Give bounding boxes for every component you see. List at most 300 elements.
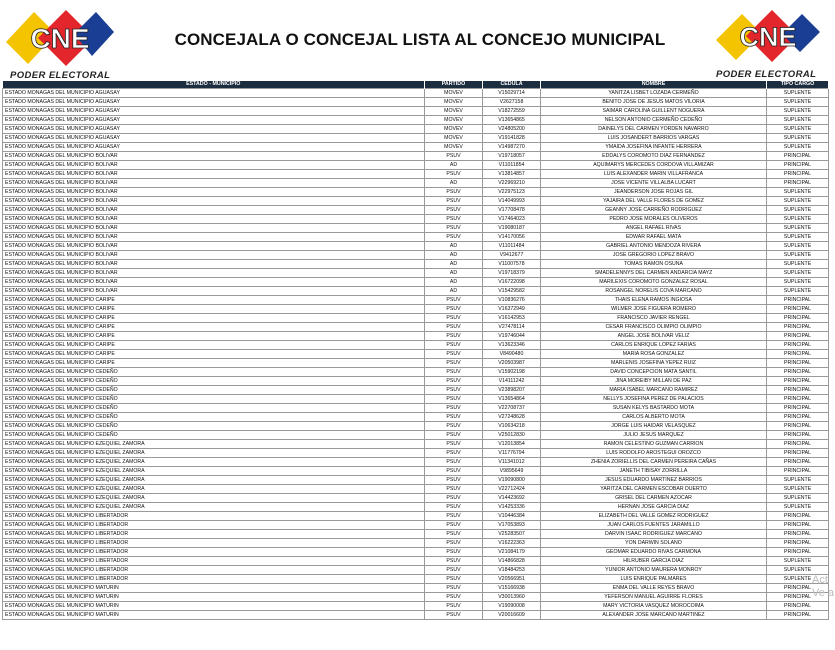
table-row [3,350,829,359]
cell-nombre: EDWAR RAFAEL MATA [541,233,767,242]
cell-partido: PSUV [425,467,483,476]
cell-partido: PSUV [425,413,483,422]
cell-tipo-cargo: PRINCIPAL [767,539,829,548]
cell-estado-municipio: ESTADO MONAGAS DEL MUNICIPIO CEDEÑO [3,368,425,377]
cell-nombre: NELSON ANTONIO CERMEÑO CEDEÑO [541,116,767,125]
cell-tipo-cargo: PRINCIPAL [767,161,829,170]
table-row [3,593,829,602]
cell-nombre: YMAIDA JOSEFINA INFANTE HERRERA [541,143,767,152]
cell-cedula: V16722098 [483,278,541,287]
cell-cedula: V10836276 [483,296,541,305]
cell-estado-municipio: ESTADO MONAGAS DEL MUNICIPIO LIBERTADOR [3,566,425,575]
cell-partido: PSUV [425,431,483,440]
cell-cedula: V15902198 [483,368,541,377]
cell-partido: PSUV [425,512,483,521]
cell-estado-municipio: ESTADO MONAGAS DEL MUNICIPIO CARIPE [3,350,425,359]
table-row [3,431,829,440]
cell-nombre: ALEXANDER JOSE MARCANO MARTINEZ [541,611,767,620]
cell-estado-municipio: ESTADO MONAGAS DEL MUNICIPIO LIBERTADOR [3,521,425,530]
cell-tipo-cargo: SUPLENTE [767,503,829,512]
cell-estado-municipio: ESTADO MONAGAS DEL MUNICIPIO BOLIVAR [3,152,425,161]
cell-tipo-cargo: PRINCIPAL [767,548,829,557]
col-header-nombre: NOMBRE [541,81,767,89]
cell-nombre: JANETH TIBISAY ZORRILLA [541,467,767,476]
cell-tipo-cargo: PRINCIPAL [767,377,829,386]
cell-nombre: YON DARWIN SOLANO [541,539,767,548]
cell-tipo-cargo: PRINCIPAL [767,584,829,593]
table-row [3,116,829,125]
cell-cedula: V13814857 [483,170,541,179]
cell-partido: PSUV [425,422,483,431]
cell-estado-municipio: ESTADO MONAGAS DEL MUNICIPIO LIBERTADOR [3,557,425,566]
cell-nombre: ROSANGEL NORELIS COVA MARCANO [541,287,767,296]
cell-tipo-cargo: SUPLENTE [767,287,829,296]
cell-estado-municipio: ESTADO MONAGAS DEL MUNICIPIO MATURIN [3,602,425,611]
cell-nombre: WILMER JOSE FIGUERA ROMERO [541,305,767,314]
table-row [3,197,829,206]
table-row [3,566,829,575]
table-row [3,287,829,296]
cell-tipo-cargo: SUPLENTE [767,143,829,152]
cell-estado-municipio: ESTADO MONAGAS DEL MUNICIPIO CEDEÑO [3,386,425,395]
table-row [3,575,829,584]
cell-nombre: DARVIN ISAAC RODRIGUEZ MARCANO [541,530,767,539]
cell-estado-municipio: ESTADO MONAGAS DEL MUNICIPIO MATURIN [3,593,425,602]
table-row [3,269,829,278]
cell-tipo-cargo: PRINCIPAL [767,611,829,620]
candidates-table [2,81,829,620]
table-row [3,224,829,233]
cell-partido: PSUV [425,377,483,386]
cell-tipo-cargo: SUPLENTE [767,566,829,575]
cell-estado-municipio: ESTADO MONAGAS DEL MUNICIPIO EZEQUIEL ZAMORA [3,449,425,458]
cell-estado-municipio: ESTADO MONAGAS DEL MUNICIPIO BOLIVAR [3,260,425,269]
cell-estado-municipio: ESTADO MONAGAS DEL MUNICIPIO CARIPE [3,341,425,350]
cell-estado-municipio: ESTADO MONAGAS DEL MUNICIPIO BOLIVAR [3,170,425,179]
cell-cedula: V30013960 [483,593,541,602]
cell-estado-municipio: ESTADO MONAGAS DEL MUNICIPIO LIBERTADOR [3,548,425,557]
table-row [3,89,829,98]
cell-nombre: TOMAS RAMON OSUNA [541,260,767,269]
cell-partido: PSUV [425,548,483,557]
cell-tipo-cargo: PRINCIPAL [767,386,829,395]
cell-partido: PSUV [425,395,483,404]
table-row [3,188,829,197]
cell-estado-municipio: ESTADO MONAGAS DEL MUNICIPIO BOLIVAR [3,233,425,242]
cell-partido: PSUV [425,170,483,179]
cell-cedula: V15029714 [483,89,541,98]
cell-nombre: THAIS ELENA RAMOS INGIOSA [541,296,767,305]
cell-tipo-cargo: PRINCIPAL [767,332,829,341]
cell-cedula: V14866828 [483,557,541,566]
cell-nombre: SUSAN KELYS BASTARDO MOTA [541,404,767,413]
cell-cedula: V19746044 [483,332,541,341]
cell-tipo-cargo: PRINCIPAL [767,359,829,368]
cell-nombre: ELIZABETH DEL VALLE GOMEZ RODRIGUEZ [541,512,767,521]
cell-tipo-cargo: PRINCIPAL [767,404,829,413]
cell-cedula: V11011484 [483,242,541,251]
cell-tipo-cargo: PRINCIPAL [767,305,829,314]
cell-cedula: V11011854 [483,161,541,170]
cell-partido: PSUV [425,359,483,368]
table-row [3,125,829,134]
cell-estado-municipio: ESTADO MONAGAS DEL MUNICIPIO CARIPE [3,359,425,368]
cell-nombre: GEOMAR EDUARDO RIVAS CARMONA [541,548,767,557]
table-row [3,296,829,305]
cell-partido: PSUV [425,368,483,377]
cell-partido: PSUV [425,602,483,611]
cell-estado-municipio: ESTADO MONAGAS DEL MUNICIPIO EZEQUIEL ZAMORA [3,440,425,449]
cne-logo-right [712,4,824,82]
cell-tipo-cargo: PRINCIPAL [767,323,829,332]
cell-partido: PSUV [425,206,483,215]
cell-tipo-cargo: SUPLENTE [767,278,829,287]
table-row [3,206,829,215]
cell-nombre: YUNIOR ANTONIO MAURERA MONROY [541,566,767,575]
cell-nombre: JORGE LUIS HAIDAR VELASQUEZ [541,422,767,431]
cell-estado-municipio: ESTADO MONAGAS DEL MUNICIPIO EZEQUIEL ZAMORA [3,476,425,485]
cell-tipo-cargo: SUPLENTE [767,269,829,278]
cell-partido: PSUV [425,584,483,593]
cell-cedula: V19718057 [483,152,541,161]
cell-cedula: V11341012 [483,458,541,467]
cell-tipo-cargo: PRINCIPAL [767,521,829,530]
cne-logo-graphic [4,4,116,70]
cell-nombre: CESAR FRANCISCO OLIMPIO OLIMPIO [541,323,767,332]
table-row [3,278,829,287]
cell-cedula: V16142953 [483,314,541,323]
cell-tipo-cargo: SUPLENTE [767,107,829,116]
cell-cedula: V15429582 [483,287,541,296]
cell-partido: PSUV [425,611,483,620]
table-row [3,395,829,404]
cell-cedula: V11007578 [483,260,541,269]
cell-cedula: V11776794 [483,449,541,458]
cell-partido: PSUV [425,224,483,233]
cell-estado-municipio: ESTADO MONAGAS DEL MUNICIPIO LIBERTADOR [3,575,425,584]
cell-partido: PSUV [425,593,483,602]
cell-tipo-cargo: SUPLENTE [767,485,829,494]
cell-tipo-cargo: SUPLENTE [767,233,829,242]
cell-nombre: JULIO JESUS MARQUEZ [541,431,767,440]
cell-tipo-cargo: SUPLENTE [767,215,829,224]
cell-estado-municipio: ESTADO MONAGAS DEL MUNICIPIO LIBERTADOR [3,512,425,521]
cell-tipo-cargo: SUPLENTE [767,134,829,143]
table-row [3,476,829,485]
cell-cedula: V19141828 [483,134,541,143]
cell-tipo-cargo: SUPLENTE [767,575,829,584]
table-row [3,440,829,449]
cell-tipo-cargo: PRINCIPAL [767,152,829,161]
cell-nombre: FRANCISCO JAVIER RENGEL [541,314,767,323]
cell-estado-municipio: ESTADO MONAGAS DEL MUNICIPIO AGUASAY [3,125,425,134]
cell-nombre: JOSE GREGORIO LOPEZ BRAVO [541,251,767,260]
cell-partido: PSUV [425,341,483,350]
table-row [3,539,829,548]
cell-partido: PSUV [425,233,483,242]
cell-estado-municipio: ESTADO MONAGAS DEL MUNICIPIO BOLIVAR [3,161,425,170]
cell-partido: MOVEV [425,125,483,134]
cell-cedula: V20016609 [483,611,541,620]
cell-nombre: LUIS ENRIQUE PALMARES [541,575,767,584]
cell-partido: PSUV [425,215,483,224]
cell-estado-municipio: ESTADO MONAGAS DEL MUNICIPIO LIBERTADOR [3,530,425,539]
cell-tipo-cargo: PRINCIPAL [767,458,829,467]
cell-nombre: JUAN CARLOS FUENTES JARAMILLO [541,521,767,530]
cell-estado-municipio: ESTADO MONAGAS DEL MUNICIPIO AGUASAY [3,116,425,125]
cell-estado-municipio: ESTADO MONAGAS DEL MUNICIPIO AGUASAY [3,143,425,152]
cell-nombre: NELLYS JOSEFINA PEREZ DE PALACIOS [541,395,767,404]
table-row [3,503,829,512]
cne-logo-graphic [712,4,824,68]
cell-partido: AD [425,278,483,287]
table-row [3,530,829,539]
cell-nombre: HILRUBER GARCIA DIAZ [541,557,767,566]
cell-nombre: DAVID CONCEPCION MATA SANTIL [541,368,767,377]
cell-tipo-cargo: PRINCIPAL [767,422,829,431]
logo-text: CNE [30,23,90,54]
table-row [3,404,829,413]
cell-tipo-cargo: SUPLENTE [767,206,829,215]
cell-partido: PSUV [425,476,483,485]
table-row [3,305,829,314]
cell-partido: PSUV [425,350,483,359]
cell-tipo-cargo: PRINCIPAL [767,512,829,521]
cell-partido: MOVEV [425,98,483,107]
cell-cedula: V22975123 [483,188,541,197]
cell-cedula: V15166938 [483,584,541,593]
cell-partido: AD [425,179,483,188]
cell-nombre: YEFERSON MANUEL AGUIRRE FLORES [541,593,767,602]
cell-tipo-cargo: SUPLENTE [767,197,829,206]
cell-partido: PSUV [425,197,483,206]
cell-partido: AD [425,260,483,269]
cell-estado-municipio: ESTADO MONAGAS DEL MUNICIPIO EZEQUIEL ZAMORA [3,494,425,503]
cell-nombre: AQUIMARYS MERCEDES CORDOVA VILLAMIZAR [541,161,767,170]
cell-estado-municipio: ESTADO MONAGAS DEL MUNICIPIO CEDEÑO [3,395,425,404]
cell-estado-municipio: ESTADO MONAGAS DEL MUNICIPIO AGUASAY [3,89,425,98]
table-row [3,161,829,170]
cell-estado-municipio: ESTADO MONAGAS DEL MUNICIPIO AGUASAY [3,134,425,143]
cell-nombre: ZHENIA ZORIELLIS DEL CARMEN PEREIRA CAÑAS [541,458,767,467]
cell-cedula: V9412677 [483,251,541,260]
cell-nombre: JESUS EDUARDO MARTINEZ BARRIOS [541,476,767,485]
cne-logo-left [4,4,116,82]
cell-partido: AD [425,287,483,296]
activation-watermark [812,574,834,600]
cell-estado-municipio: ESTADO MONAGAS DEL MUNICIPIO EZEQUIEL ZAMORA [3,467,425,476]
cell-cedula: V13654865 [483,116,541,125]
col-header-cedula: CEDULA [483,81,541,89]
cell-nombre: DAINELYS DEL CARMEN YORDEN NAVARRO [541,125,767,134]
table-row [3,521,829,530]
table-row [3,368,829,377]
cell-nombre: MARIA ROSA GONZALEZ [541,350,767,359]
cell-estado-municipio: ESTADO MONAGAS DEL MUNICIPIO MATURIN [3,584,425,593]
cell-partido: MOVEV [425,107,483,116]
cell-cedula: V14170056 [483,233,541,242]
cell-estado-municipio: ESTADO MONAGAS DEL MUNICIPIO CARIPE [3,323,425,332]
cell-cedula: V25283507 [483,530,541,539]
cell-cedula: V27248628 [483,413,541,422]
cell-cedula: V12013854 [483,440,541,449]
table-row [3,467,829,476]
table-row [3,314,829,323]
cell-nombre: YAJAIRA DEL VALLE FLORES DE GOMEZ [541,197,767,206]
cell-tipo-cargo: PRINCIPAL [767,170,829,179]
cell-nombre: JOSE VICENTE VILLALBA LUCART [541,179,767,188]
cell-estado-municipio: ESTADO MONAGAS DEL MUNICIPIO EZEQUIEL ZAMORA [3,503,425,512]
cell-estado-municipio: ESTADO MONAGAS DEL MUNICIPIO BOLIVAR [3,242,425,251]
cell-nombre: MARILEXIS COROMOTO GONZALEZ ROSAL [541,278,767,287]
cell-nombre: GEANNY JOSE CARREÑO RODRIGUEZ [541,206,767,215]
cell-cedula: V20503987 [483,359,541,368]
cell-nombre: SAIMAR CAROLINA GUILLENT NOGUERA [541,107,767,116]
cell-partido: PSUV [425,539,483,548]
table-header-row [3,81,829,89]
col-header-tipo-cargo: TIPO CARGO [767,81,829,89]
cell-estado-municipio: ESTADO MONAGAS DEL MUNICIPIO BOLIVAR [3,278,425,287]
cell-nombre: BENITO JOSE DE JESUS MATOS VILORIA [541,98,767,107]
cell-nombre: ANGEL JOSE BOLIVAR VELIZ [541,332,767,341]
cell-cedula: V20566951 [483,575,541,584]
cell-cedula: V22712424 [483,485,541,494]
cell-tipo-cargo: SUPLENTE [767,494,829,503]
cell-estado-municipio: ESTADO MONAGAS DEL MUNICIPIO CARIPE [3,314,425,323]
cell-cedula: V22708737 [483,404,541,413]
cell-tipo-cargo: PRINCIPAL [767,341,829,350]
cell-tipo-cargo: SUPLENTE [767,98,829,107]
cell-cedula: V16372949 [483,305,541,314]
cell-partido: PSUV [425,386,483,395]
cell-partido: PSUV [425,530,483,539]
cell-partido: MOVEV [425,134,483,143]
cell-cedula: V9895649 [483,467,541,476]
cell-partido: PSUV [425,566,483,575]
cell-cedula: V18272559 [483,107,541,116]
cell-estado-municipio: ESTADO MONAGAS DEL MUNICIPIO EZEQUIEL ZAMORA [3,485,425,494]
cell-estado-municipio: ESTADO MONAGAS DEL MUNICIPIO CARIPE [3,296,425,305]
cell-estado-municipio: ESTADO MONAGAS DEL MUNICIPIO EZEQUIEL ZAMORA [3,458,425,467]
table-row [3,134,829,143]
cell-nombre: MARY VICTORIA VASQUEZ MOROCOIMA [541,602,767,611]
cell-partido: AD [425,161,483,170]
cell-tipo-cargo: SUPLENTE [767,188,829,197]
table-row [3,359,829,368]
cell-estado-municipio: ESTADO MONAGAS DEL MUNICIPIO CEDEÑO [3,413,425,422]
cell-cedula: V19718379 [483,269,541,278]
cell-tipo-cargo: SUPLENTE [767,251,829,260]
cell-nombre: LUIS ALEXANDER MARIN VILLAFRANCA [541,170,767,179]
cell-nombre: CARLOS ENRIQUE LOPEZ FARIAS [541,341,767,350]
cell-cedula: V25012830 [483,431,541,440]
cell-estado-municipio: ESTADO MONAGAS DEL MUNICIPIO BOLIVAR [3,197,425,206]
table-row [3,179,829,188]
cell-tipo-cargo: SUPLENTE [767,224,829,233]
cell-nombre: YARITZA DEL CARMEN ESCOBAR DUERTO [541,485,767,494]
cell-cedula: V8490480 [483,350,541,359]
cell-tipo-cargo: PRINCIPAL [767,179,829,188]
cell-partido: AD [425,251,483,260]
logo-text: CNE [739,22,797,52]
table-row [3,251,829,260]
table-row [3,485,829,494]
cell-tipo-cargo: PRINCIPAL [767,296,829,305]
cell-cedula: V18484253 [483,566,541,575]
table-row [3,170,829,179]
cell-tipo-cargo: SUPLENTE [767,260,829,269]
cell-cedula: V17708478 [483,206,541,215]
cell-estado-municipio: ESTADO MONAGAS DEL MUNICIPIO CEDEÑO [3,431,425,440]
cell-cedula: V22969210 [483,179,541,188]
col-header-estado: ESTADO - MUNICIPIO [3,81,425,89]
table-row [3,548,829,557]
cell-nombre: PEDRO JOSE MORALES OLIVEROS [541,215,767,224]
cell-cedula: V17464023 [483,215,541,224]
cell-nombre: LUIS JOSANDERT BARRIOS VARGAS [541,134,767,143]
watermark-line: Act [812,574,828,586]
cell-partido: MOVEV [425,116,483,125]
cell-estado-municipio: ESTADO MONAGAS DEL MUNICIPIO BOLIVAR [3,287,425,296]
table-row [3,512,829,521]
cell-partido: PSUV [425,152,483,161]
table-row [3,458,829,467]
cell-partido: PSUV [425,305,483,314]
cell-nombre: JEANDERSON JOSE ROJAS GIL [541,188,767,197]
cell-cedula: V19080187 [483,224,541,233]
cell-cedula: V2627158 [483,98,541,107]
cell-cedula: V21084179 [483,548,541,557]
cell-nombre: ANGEL RAFAEL RIVAS [541,224,767,233]
cell-partido: PSUV [425,332,483,341]
cell-tipo-cargo: PRINCIPAL [767,530,829,539]
cell-estado-municipio: ESTADO MONAGAS DEL MUNICIPIO CEDEÑO [3,404,425,413]
col-header-partido: PARTIDO [425,81,483,89]
cell-partido: PSUV [425,575,483,584]
cell-estado-municipio: ESTADO MONAGAS DEL MUNICIPIO AGUASAY [3,107,425,116]
cell-tipo-cargo: PRINCIPAL [767,350,829,359]
cell-partido: PSUV [425,449,483,458]
cell-estado-municipio: ESTADO MONAGAS DEL MUNICIPIO BOLIVAR [3,269,425,278]
cell-tipo-cargo: SUPLENTE [767,476,829,485]
table-row [3,377,829,386]
cell-tipo-cargo: SUPLENTE [767,242,829,251]
cell-cedula: V10446384 [483,512,541,521]
cell-estado-municipio: ESTADO MONAGAS DEL MUNICIPIO CEDEÑO [3,422,425,431]
cell-nombre: CARLOS ALBERTO MOTA [541,413,767,422]
cell-tipo-cargo: PRINCIPAL [767,467,829,476]
cell-cedula: V24805200 [483,125,541,134]
cell-cedula: V23898207 [483,386,541,395]
table-row [3,323,829,332]
table-row [3,611,829,620]
cell-tipo-cargo: PRINCIPAL [767,449,829,458]
cell-estado-municipio: ESTADO MONAGAS DEL MUNICIPIO BOLIVAR [3,206,425,215]
table-row [3,557,829,566]
cell-cedula: V27478114 [483,323,541,332]
cell-nombre: JINA MOREIBY MILLAN DE PAZ [541,377,767,386]
cell-tipo-cargo: SUPLENTE [767,116,829,125]
cell-cedula: V14111242 [483,377,541,386]
cell-nombre: GABRIEL ANTONIO MENDOZA RIVERA [541,242,767,251]
cell-partido: PSUV [425,440,483,449]
cell-partido: PSUV [425,485,483,494]
cell-cedula: V13654864 [483,395,541,404]
cell-partido: PSUV [425,557,483,566]
cell-estado-municipio: ESTADO MONAGAS DEL MUNICIPIO BOLIVAR [3,224,425,233]
cell-tipo-cargo: SUPLENTE [767,125,829,134]
table-body [3,89,829,620]
